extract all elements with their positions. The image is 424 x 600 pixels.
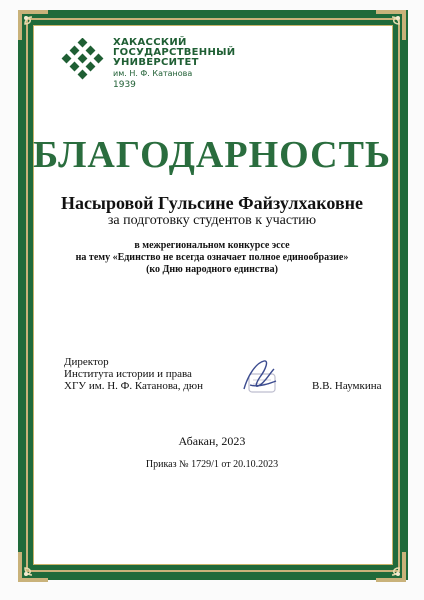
acknowledgment-reason: за подготовку студентов к участию: [107, 213, 317, 228]
contest-line: (ко Дню народного единства): [146, 264, 278, 275]
recipient-name: Насыровой Гульсине Файзулхаковне: [60, 193, 364, 213]
khsu-lattice-logo-icon: [60, 38, 105, 83]
order-reference: Приказ № 1729/1 от 20.10.2023: [145, 459, 279, 470]
ornament-corner-icon: [374, 550, 408, 584]
city-date: Абакан, 2023: [178, 434, 246, 448]
signatory-line: Директор: [64, 356, 109, 368]
ornament-corner-icon: [16, 550, 50, 584]
university-year: 1939: [113, 80, 136, 90]
university-name: [113, 38, 243, 90]
contest-description: [52, 240, 372, 276]
university-line: ГОСУДАРСТВЕННЫЙ: [113, 47, 236, 58]
signatory-position: [64, 356, 203, 392]
ornament-corner-icon: [16, 8, 50, 42]
university-line: ХАКАССКИЙ: [113, 37, 187, 48]
signatory-line: ХГУ им. Н. Ф. Катанова, дюн: [64, 380, 203, 392]
ornament-corner-icon: [374, 8, 408, 42]
university-line: УНИВЕРСИТЕТ: [113, 57, 199, 68]
certificate-inner-area: [33, 25, 393, 565]
contest-line: на тему «Единство не всегда означает полное единообразие»: [75, 252, 349, 263]
handwritten-signature-icon: [236, 355, 281, 397]
signatory-name: В.В. Наумкина: [312, 380, 382, 392]
certificate-title: БЛАГОДАРНОСТЬ: [32, 134, 392, 176]
signatory-line: Института истории и права: [64, 368, 192, 380]
contest-line: в межрегиональном конкурсе эссе: [134, 240, 290, 251]
university-subtitle: им. Н. Ф. Катанова: [113, 69, 193, 78]
